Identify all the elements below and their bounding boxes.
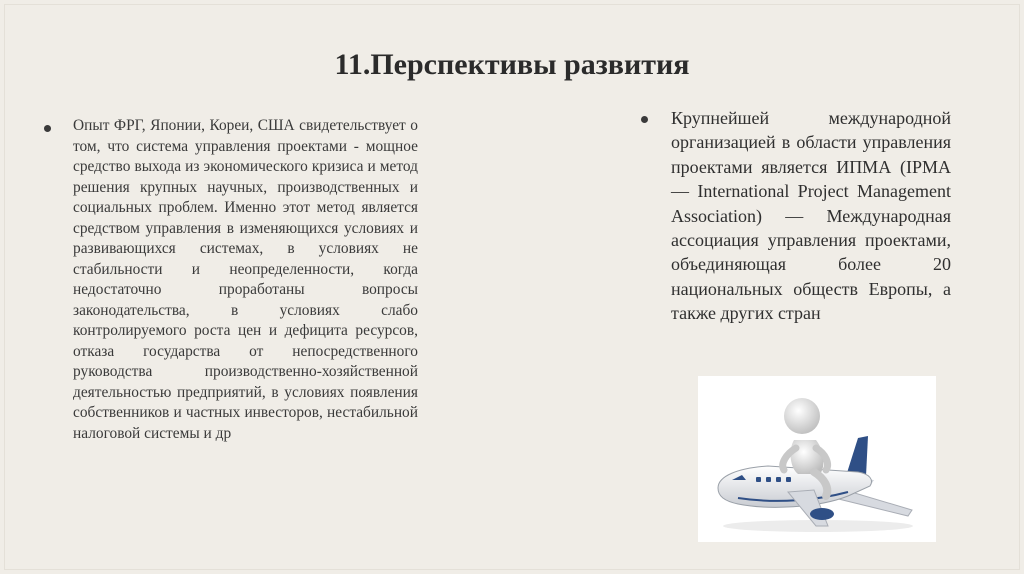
bullet-icon — [44, 125, 51, 132]
slide-title: 11.Перспективы развития — [334, 48, 690, 81]
right-paragraph: Крупнейшей международной организацией в области управления проектами является ИПМА (IPMA — International Project Management Association) — Международная ассоциация управления проектами, объединяющая более 20 национальных обществ Европы, а также других стран — [671, 108, 951, 324]
left-paragraph: Опыт ФРГ, Японии, Кореи, США свидетельствует о том, что система управления проектами - мощное средство выхода из экономического кризиса и метод решения крупных научных, производственных и социальных проблем. Именно этот метод является средством управления в изменяющихся условиях и развивающихся системах, в условиях не стабильности и неопределенности, когда недостаточно проработаны вопросы законодательства, в условиях слабо контролируемого роста цен и дефицита ресурсов, отказа государства от непосредственного руководства производственно-хозяйственной деятельностью предприятий, в условиях появления собственников и частных инвесторов, нестабильной налоговой системы и др — [73, 117, 418, 442]
figure-riding-airplane-icon — [698, 376, 936, 542]
bullet-icon — [641, 116, 648, 123]
illustration — [698, 376, 936, 542]
